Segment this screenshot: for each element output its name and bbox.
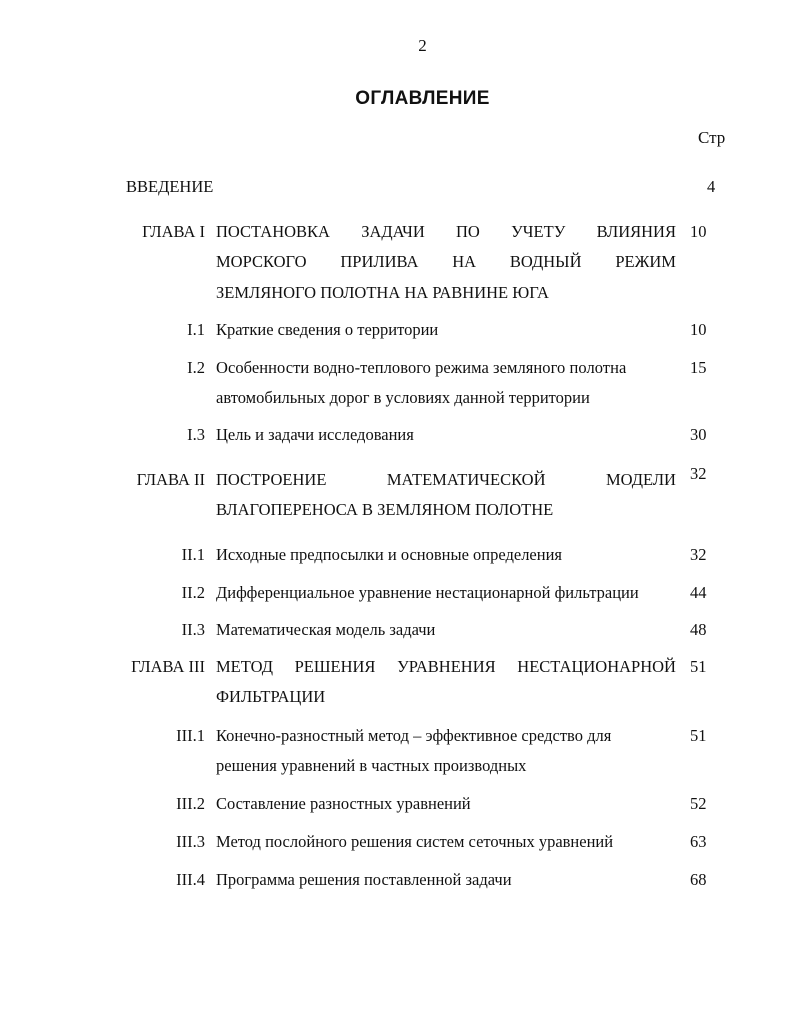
intro-page: 4 — [707, 177, 716, 196]
chapter-title-line: ПОСТРОЕНИЕ МАТЕМАТИЧЕСКОЙ МОДЕЛИ — [216, 470, 676, 489]
section-title: Составление разностных уравнений — [216, 794, 471, 813]
section-page: 68 — [690, 870, 707, 889]
section-title: Краткие сведения о территории — [216, 320, 439, 339]
section-title: Математическая модель задачи — [216, 620, 436, 639]
section-title: решения уравнений в частных производных — [216, 756, 527, 775]
chapter-page: 10 — [690, 222, 707, 241]
section-page: 63 — [690, 832, 707, 851]
section-title: Метод послойного решения систем сеточных уравнений — [216, 832, 614, 851]
section-number: II.2 — [181, 583, 205, 602]
chapter-page: 51 — [690, 657, 707, 676]
section-page: 30 — [690, 425, 707, 444]
chapter-title-line: ЗЕМЛЯНОГО ПОЛОТНА НА РАВНИНЕ ЮГА — [216, 283, 549, 302]
chapter-title-line: ПОСТАНОВКА ЗАДАЧИ ПО УЧЕТУ ВЛИЯНИЯ — [216, 222, 676, 241]
section-number: I.1 — [187, 320, 205, 339]
section-number: I.3 — [187, 425, 205, 444]
section-title: Программа решения поставленной задачи — [216, 870, 512, 889]
chapter-label: ГЛАВА I — [142, 222, 205, 241]
section-number: II.3 — [181, 620, 205, 639]
page-column-header: Стр — [698, 128, 726, 147]
section-title: Исходные предпосылки и основные определения — [216, 545, 563, 564]
section-title: Конечно-разностный метод – эффективное средство для — [216, 726, 612, 745]
section-title: Особенности водно-теплового режима земляного полотна — [216, 358, 627, 377]
section-number: III.4 — [176, 870, 205, 889]
section-page: 48 — [690, 620, 707, 639]
chapter-title-line: ВЛАГОПЕРЕНОСА В ЗЕМЛЯНОМ ПОЛОТНЕ — [216, 500, 554, 519]
chapter-title-line: ФИЛЬТРАЦИИ — [216, 687, 326, 706]
section-number: III.3 — [176, 832, 205, 851]
section-title: Дифференциальное уравнение нестационарной фильтрации — [216, 583, 639, 602]
intro-title: ВВЕДЕНИЕ — [126, 177, 214, 196]
section-number: II.1 — [181, 545, 205, 564]
chapter-label: ГЛАВА III — [131, 657, 205, 676]
section-page: 44 — [690, 583, 707, 602]
chapter-label: ГЛАВА II — [136, 470, 205, 489]
section-page: 52 — [690, 794, 707, 813]
section-page: 51 — [690, 726, 707, 745]
section-number: III.1 — [176, 726, 205, 745]
chapter-title-line: МОРСКОГО ПРИЛИВА НА ВОДНЫЙ РЕЖИМ — [216, 252, 676, 271]
section-page: 10 — [690, 320, 707, 339]
chapter-page: 32 — [690, 464, 707, 483]
section-page: 15 — [690, 358, 707, 377]
section-number: I.2 — [187, 358, 205, 377]
section-page: 32 — [690, 545, 707, 564]
page-number: 2 — [418, 36, 427, 55]
page-title: ОГЛАВЛЕНИЕ — [355, 88, 490, 109]
section-title: автомобильных дорог в условиях данной территории — [216, 388, 590, 407]
chapter-title-line: МЕТОД РЕШЕНИЯ УРАВНЕНИЯ НЕСТАЦИОНАРНОЙ — [216, 657, 676, 676]
section-number: III.2 — [176, 794, 205, 813]
section-title: Цель и задачи исследования — [216, 425, 414, 444]
